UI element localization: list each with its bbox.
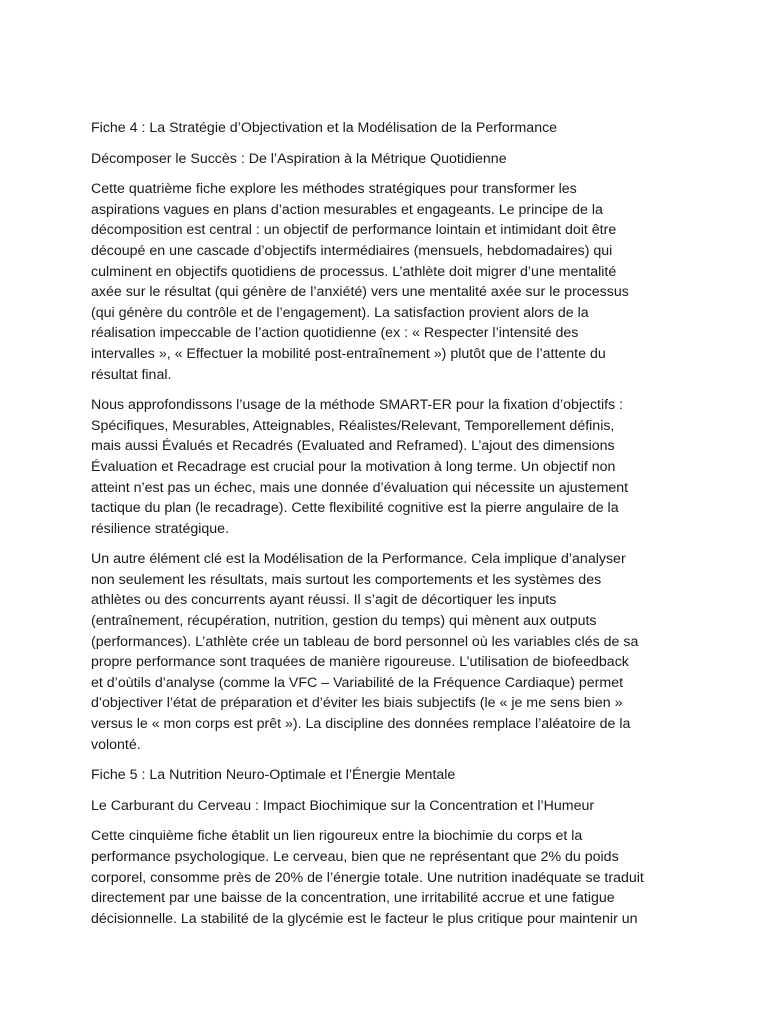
paragraph-1 [91,179,681,385]
paragraph-line: culminent en objectifs quotidiens de processus. L’athlète doit migrer d’une mentalité [91,263,617,280]
paragraph-line: volonté. [91,736,141,753]
paragraph-line: versus le « mon corps est prêt »). La discipline des données remplace l’aléatoire de la [91,716,631,733]
paragraph-line: réalisation impeccable de l’action quotidienne (ex : « Respecter l’intensité des [91,325,579,342]
paragraph-line: d’objectiver l’état de préparation et d’éviter les biais subjectifs (le « je me sens bien » [91,695,623,712]
paragraph-line: tactique du plan (le recadrage). Cette flexibilité cognitive est la pierre angulaire de la [91,500,619,517]
paragraph-line: aspirations vagues en plans d’action mesurables et engageants. Le principe de la [91,201,603,218]
paragraph-line: mais aussi Évalués et Recadrés (Evaluated and Reframed). L’ajout des dimensions [91,438,615,455]
paragraph-line: athlètes ou des concurrents ayant réussi. Il s’agit de décortiquer les inputs [91,592,557,609]
paragraph-line: performance psychologique. Le cerveau, bien que ne représentant que 2% du poids [91,849,619,865]
paragraph-line: (entraînement, récupération, nutrition, gestion du temps) qui mènent aux outputs [91,613,597,630]
paragraph-line: décisionnelle. La stabilité de la glycémie est le facteur le plus critique pour maintenir un [91,910,638,927]
paragraph-line: directement par une baisse de la concentration, une irritabilité accrue et une fatigue [91,890,615,907]
paragraph-line: Cette quatrième fiche explore les méthodes stratégiques pour transformer les [91,181,577,198]
paragraph-line: Évaluation et Recadrage est crucial pour la motivation à long terme. Un objectif non [91,458,616,475]
fiche5-title: Fiche 5 : La Nutrition Neuro-Optimale et l’Énergie Mentale [91,767,456,784]
paragraph-line: résilience stratégique. [91,520,230,537]
paragraph-line: résultat final. [91,366,172,383]
paragraph-line: Nous approfondissons l’usage de la méthode SMART-ER pour la fixation d’objectifs : [91,397,624,414]
paragraph-2 [91,395,681,539]
paragraph-line: corporel, consomme près de 20% de l’énergie totale. Une nutrition inadéquate se traduit [91,869,644,886]
paragraph-line: Un autre élément clé est la Modélisation de la Performance. Cela implique d’analyser [91,551,626,568]
fiche4-title: Fiche 4 : La Stratégie d’Objectivation et la Modélisation de la Performance [91,120,558,136]
paragraph-line: Spécifiques, Mesurables, Atteignables, Réalistes/Relevant, Temporellement définis, [91,417,615,434]
fiche4-subtitle: Décomposer le Succès : De l’Aspiration à la Métrique Quotidienne [91,150,507,167]
paragraph-line: et d’oùtils d’analyse (comme la VFC – Variabilité de la Fréquence Cardiaque) permet [91,674,624,691]
fiche5-subtitle: Le Carburant du Cerveau : Impact Biochimique sur la Concentration et l’Humeur [91,797,595,814]
paragraph-3 [91,549,681,755]
paragraph-line: non seulement les résultats, mais surtout les comportements et les systèmes des [91,571,602,588]
paragraph-line: décomposition est central : un objectif de performance lointain et intimidant doit être [91,222,617,239]
paragraph-4 [91,826,681,929]
paragraph-line: (qui génère du contrôle et de l’engagement). La satisfaction provient alors de la [91,304,589,321]
document-page [91,118,681,939]
paragraph-line: propre performance sont traquées de manière rigoureuse. L’utilisation de biofeedback [91,654,629,671]
paragraph-line: intervalles », « Effectuer la mobilité post-entraînement ») plutôt que de l’attente du [91,345,606,362]
paragraph-line: (performances). L’athlète crée un tableau de bord personnel où les variables clés de sa [91,633,639,650]
paragraph-line: axée sur le résultat (qui génère de l’anxiété) vers une mentalité axée sur le processus [91,284,629,301]
paragraph-line: Cette cinquième fiche établit un lien rigoureux entre la biochimie du corps et la [91,828,583,845]
paragraph-line: découpé en une cascade d’objectifs intermédiaires (mensuels, hebdomadaires) qui [91,242,613,259]
paragraph-line: atteint n’est pas un échec, mais une donnée d’évaluation qui nécessite un ajustement [91,479,629,496]
